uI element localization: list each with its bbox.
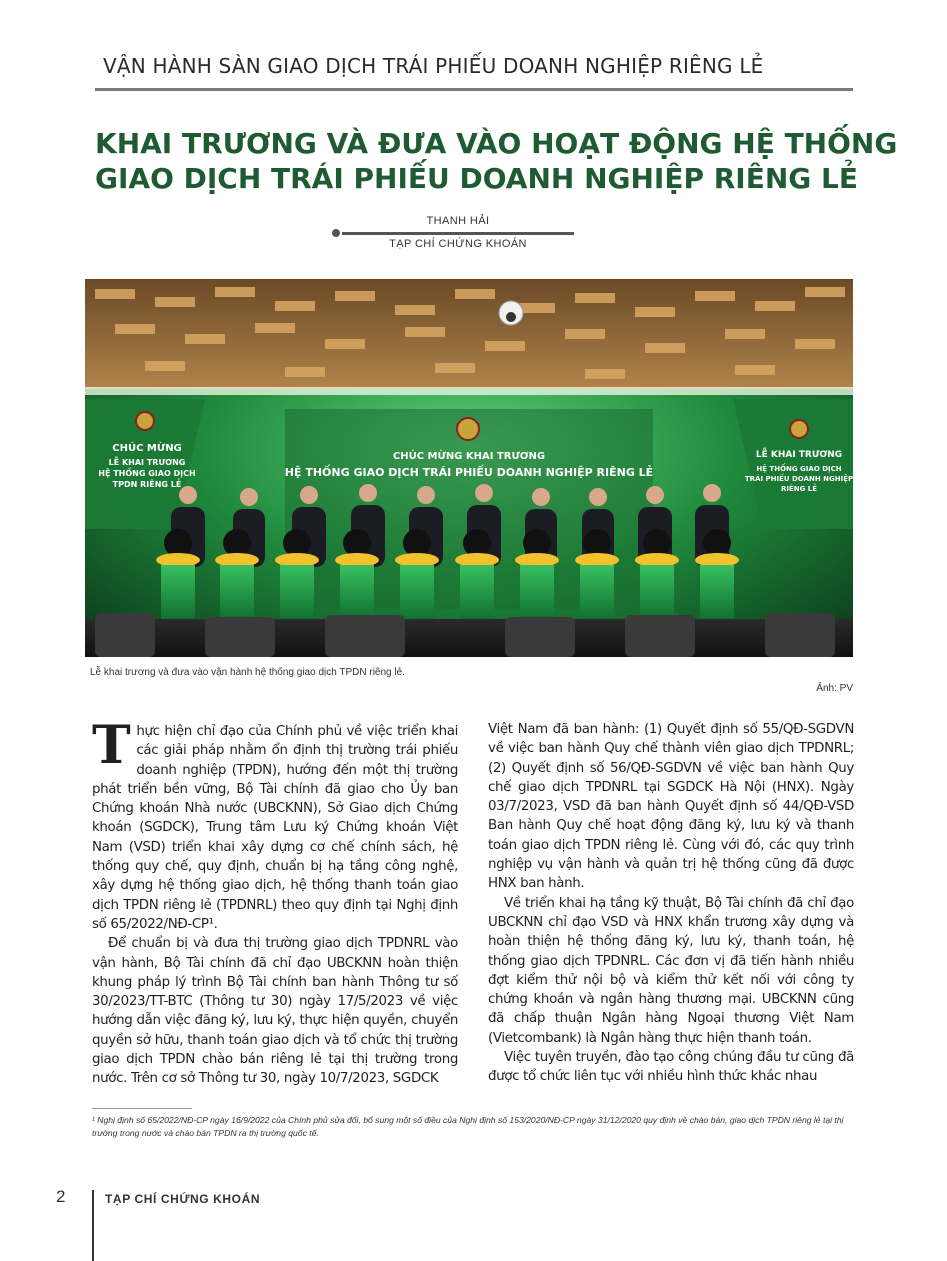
ceremony-photo [85, 279, 853, 657]
footnote-divider [92, 1108, 192, 1109]
banner-center-line-1: CHÚC MỪNG KHAI TRƯƠNG [392, 451, 546, 462]
paragraph: Để chuẩn bị và đưa thị trường giao dịch TPDNRL vào vận hành, Bộ Tài chính đã chỉ đạo UBCKNN hoàn thiện khung pháp lý trình Bộ Tài chính ban hành Thông tư số 30/2023/TT-BTC (Thông tư 30) ngày 17/5/2023 về việc hướng dẫn việc đăng ký, lưu ký, thực hiện quyền, chuyển quyền sở hữu, thanh toán giao dịch và tổ chức thị trường giao dịch TPDN chào bán riêng lẻ tại thị trường trong nước. Trên cơ sở Thông tư 30, ngày 10/7/2023, SGDCK [92, 936, 458, 1087]
footer-publication: TẠP CHÍ CHỨNG KHOÁN [105, 1192, 261, 1206]
drop-cap: T [92, 715, 131, 776]
article-headline [95, 126, 898, 196]
banner-right-line-4: RIÊNG LẺ [780, 485, 818, 493]
byline-divider [342, 232, 574, 235]
banner-right-line-2: HỆ THỐNG GIAO DỊCH [756, 465, 842, 473]
byline-bullet [332, 229, 340, 237]
banner-right-line-3: TRÁI PHIẾU DOANH NGHIỆP [744, 475, 853, 483]
author-name: THANH HẢI [426, 215, 490, 227]
paragraph: Việc tuyên truyền, đào tạo công chúng đầu tư cũng đã được tổ chức liên tục với nhiều hình thức khác nhau [488, 1050, 854, 1085]
paragraph [92, 715, 458, 934]
body-column-right [488, 720, 854, 1087]
banner-right-line-1: LỄ KHAI TRƯƠNG [755, 450, 843, 460]
body-column-left [92, 715, 458, 1089]
byline-publication: TẠP CHÍ CHỨNG KHOÁN [389, 238, 527, 250]
footer-divider [92, 1190, 94, 1261]
banner-left-line-1: CHÚC MỪNG [112, 443, 182, 454]
paragraph: Việt Nam đã ban hành: (1) Quyết định số 55/QĐ-SGDVN về việc ban hành Quy chế thành viên giao dịch TPDNRL; (2) Quyết định số 56/QĐ-SGDVN về việc ban hành Quy chế giao dịch TPDNRL tại SGDCK Hà Nội (HNX). Ngày 03/7/2023, VSD đã ban hành Quyết định số 44/QĐ-VSD Ban hành Quy chế hoạt động đăng ký, lưu ký và thanh toán giao dịch TPDN riêng lẻ. Cùng với đó, các quy trình nghiệp vụ vận hành và quản trị hệ thống cũng đã được HNX ban hành. [488, 722, 854, 892]
banner-left-line-4: TPDN RIÊNG LẺ [112, 480, 182, 489]
banner-left-line-2: LỄ KHAI TRƯƠNG [108, 458, 186, 467]
section-title: VẬN HÀNH SÀN GIAO DỊCH TRÁI PHIẾU DOANH NGHIỆP RIÊNG LẺ [103, 54, 764, 78]
headline-line-1: KHAI TRƯƠNG VÀ ĐƯA VÀO HOẠT ĐỘNG HỆ THỐNG [95, 127, 898, 160]
section-divider [95, 88, 853, 91]
banner-center-line-2: HỆ THỐNG GIAO DỊCH TRÁI PHIẾU DOANH NGHIỆP RIÊNG LẺ [284, 466, 654, 479]
photo-caption: Lễ khai trương và đưa vào vận hành hệ thống giao dịch TPDN riêng lẻ. [90, 667, 405, 678]
paragraph: Về triển khai hạ tầng kỹ thuật, Bộ Tài chính đã chỉ đạo UBCKNN chỉ đạo VSD và HNX khẩn trương xây dựng và hoàn thiện hệ thống đăng ký, lưu ký, thanh toán, hệ thống giao dịch TPDNRL. Các đơn vị đã tiến hành nhiều đợt kiểm thử nội bộ và kiểm thử kết nối với công ty chứng khoán và ngân hàng thương mại. UBCKNN cũng đã chấp thuận Ngân hàng Ngoại thương Việt Nam (Vietcombank) là Ngân hàng thực hiện thanh toán. [488, 895, 854, 1046]
footnote: ¹ Nghị định số 65/2022/NĐ-CP ngày 16/9/2022 của Chính phủ sửa đổi, bổ sung một số điều của Nghị định số 153/2020/NĐ-CP ngày 31/12/2020 quy định về chào bán, giao dịch TPDN riêng lẻ tại thị trường trong nước và chào bán TPDN ra thị trường quốc tế. [92, 1115, 844, 1138]
paragraph-text: hực hiện chỉ đạo của Chính phủ về việc triển khai các giải pháp nhằm ổn định thị trường trái phiếu doanh nghiệp (TPDN), hướng đến một thị trường phát triển bền vững, Bộ Tài chính đã giao cho Ủy ban Chứng khoán Nhà nước (UBCKNN), Sở Giao dịch Chứng khoán (SGDCK), Trung tâm Lưu ký Chứng khoán Việt Nam (VSD) triển khai xây dựng cơ chế chính sách, hệ thống quy chế, quy định, chuẩn bị hạ tầng công nghệ, xây dựng hệ thống giao dịch, hệ thống thanh toán giao dịch TPDN riêng lẻ (TPDNRL) theo quy định tại Nghị định số 65/2022/NĐ-CP¹. [92, 724, 458, 932]
page-number: 2 [56, 1187, 66, 1206]
banner-left-line-3: HỆ THỐNG GIAO DỊCH [98, 469, 196, 478]
photo-credit: Ảnh: PV [816, 683, 853, 694]
headline-line-2: GIAO DỊCH TRÁI PHIẾU DOANH NGHIỆP RIÊNG LẺ [95, 162, 858, 195]
